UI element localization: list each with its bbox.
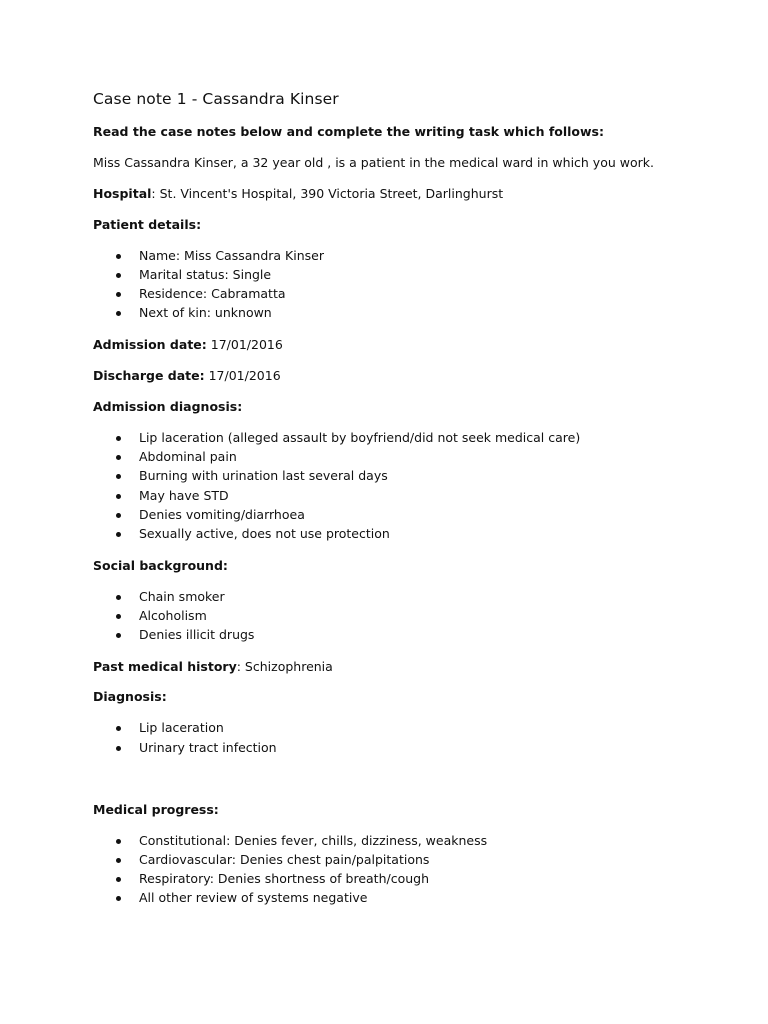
social-background-item: Denies illicit drugs	[139, 627, 255, 642]
bullet	[116, 877, 121, 882]
medical-progress-item: Cardiovascular: Denies chest pain/palpitations	[139, 852, 430, 867]
bullet	[116, 436, 121, 441]
bullet	[116, 595, 121, 600]
social-background-heading: Social background:	[93, 558, 228, 573]
instruction-text: Read the case notes below and complete the writing task which follows:	[93, 124, 604, 139]
patient-details-heading: Patient details:	[93, 217, 202, 232]
bullet	[116, 896, 121, 901]
bullet	[116, 455, 121, 460]
hospital-label: Hospital	[93, 186, 152, 201]
patient-details-item: Next of kin: unknown	[139, 305, 272, 320]
social-background-item: Chain smoker	[139, 589, 225, 604]
admission-diagnosis-heading: Admission diagnosis:	[93, 399, 243, 414]
bullet	[116, 494, 121, 499]
page-title: Case note 1 - Cassandra Kinser	[93, 90, 339, 108]
bullet	[116, 633, 121, 638]
admission-diagnosis-item: May have STD	[139, 488, 229, 503]
bullet	[116, 273, 121, 278]
medical-progress-heading: Medical progress:	[93, 802, 219, 817]
admission-date-value: 17/01/2016	[206, 337, 283, 352]
admission-diagnosis-item: Lip laceration (alleged assault by boyfriend/did not seek medical care)	[139, 430, 581, 445]
bullet	[116, 839, 121, 844]
social-background-item: Alcoholism	[139, 608, 207, 623]
admission-diagnosis-item: Sexually active, does not use protection	[139, 526, 390, 541]
diagnosis-item: Urinary tract infection	[139, 740, 277, 755]
diagnosis-item: Lip laceration	[139, 720, 224, 735]
bullet	[116, 726, 121, 731]
medical-progress-item: All other review of systems negative	[139, 890, 368, 905]
past-medical-history-line	[93, 659, 333, 675]
bullet	[116, 254, 121, 259]
intro-text: Miss Cassandra Kinser, a 32 year old , is a patient in the medical ward in which you work.	[93, 155, 654, 170]
discharge-date-line	[93, 368, 281, 384]
past-medical-history-value: : Schizophrenia	[236, 659, 333, 674]
patient-details-item: Marital status: Single	[139, 267, 272, 282]
admission-diagnosis-item: Denies vomiting/diarrhoea	[139, 507, 305, 522]
bullet	[116, 513, 121, 518]
bullet	[116, 746, 121, 751]
bullet	[116, 311, 121, 316]
bullet	[116, 474, 121, 479]
bullet	[116, 858, 121, 863]
bullet	[116, 292, 121, 297]
patient-details-item: Residence: Cabramatta	[139, 286, 286, 301]
admission-date-label: Admission date:	[93, 337, 207, 352]
medical-progress-item: Constitutional: Denies fever, chills, dizziness, weakness	[139, 833, 488, 848]
past-medical-history-label: Past medical history	[93, 659, 237, 674]
discharge-date-value: 17/01/2016	[204, 368, 281, 383]
discharge-date-label: Discharge date:	[93, 368, 205, 383]
hospital-line	[93, 186, 503, 202]
diagnosis-heading: Diagnosis:	[93, 689, 167, 704]
medical-progress-item: Respiratory: Denies shortness of breath/cough	[139, 871, 430, 886]
admission-diagnosis-item: Abdominal pain	[139, 449, 237, 464]
bullet	[116, 614, 121, 619]
hospital-value: : St. Vincent's Hospital, 390 Victoria Street, Darlinghurst	[151, 186, 504, 201]
admission-diagnosis-item: Burning with urination last several days	[139, 468, 388, 483]
bullet	[116, 532, 121, 537]
admission-date-line	[93, 337, 283, 353]
patient-details-item: Name: Miss Cassandra Kinser	[139, 248, 324, 263]
